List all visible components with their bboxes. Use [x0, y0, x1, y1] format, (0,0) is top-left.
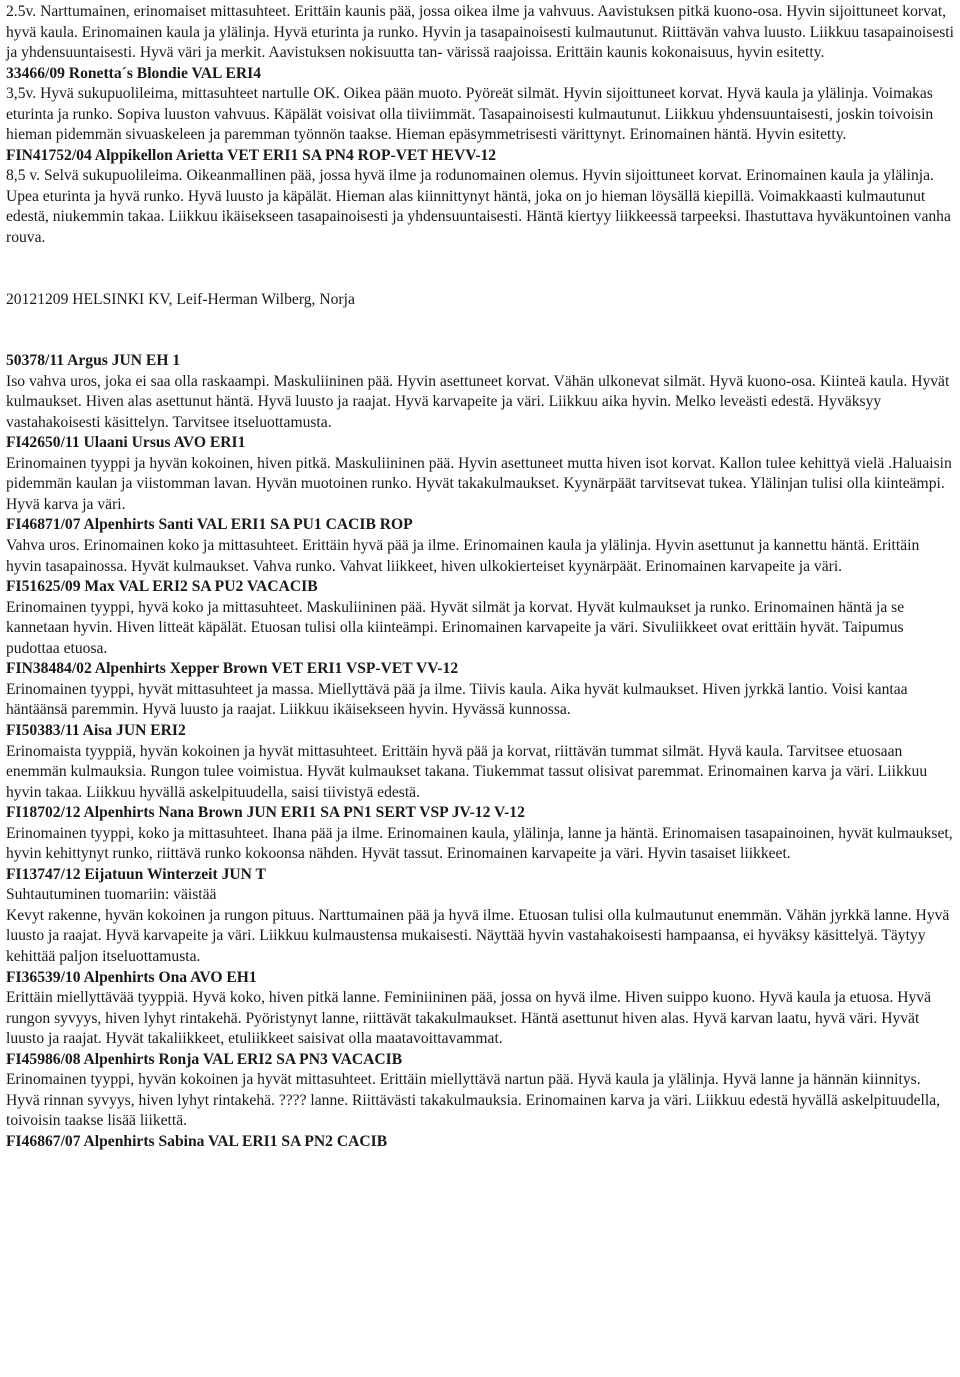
text-paragraph: Erinomainen tyyppi, hyvän kokoinen ja hyvät mittasuhteet. Erittäin miellyttävä nartun pää. Hyvä kaula ja ylälinja. Hyvä lanne ja hännän kiinnitys. Hyvä rinnan syvyys, hiven lyhyt rintakehä. ???? lanne. Riittävästi takakulmauksia. Erinomainen karva ja väri. Liikkuu edestä hyvällä askelpituudella, toivoisin taakse lisää liikettä.	[6, 1071, 941, 1130]
show-heading: 20121209 HELSINKI KV, Leif-Herman Wilberg, Norja	[6, 290, 355, 308]
dog-entry-heading: FI18702/12 Alpenhirts Nana Brown JUN ERI1 SA PN1 SERT VSP JV-12 V-12	[6, 804, 525, 822]
dog-entry-heading: FI50383/11 Aisa JUN ERI2	[6, 721, 186, 739]
blank-spacer	[6, 249, 954, 290]
dog-entry-heading: FI42650/11 Ulaani Ursus AVO ERI1	[6, 434, 246, 452]
text-paragraph: Erinomainen tyyppi, koko ja mittasuhteet. Ihana pää ja ilme. Erinomainen kaula, ylälinja, lanne ja häntä. Erinomaisen tasapainoinen, hyvät kulmaukset, hyvin kehittynyt runko, riittävä runko kokoonsa nähden. Hyvät tassut. Erinomainen karvapeite ja väri. Hyvin tasaiset liikkeet.	[6, 824, 953, 863]
text-paragraph: Erinomaista tyyppiä, hyvän kokoinen ja hyvät mittasuhteet. Erittäin hyvä pää ja korvat, riittävän tummat silmät. Hyvä kaula. Tarvitsee etuosaan enemmän kulmauksia. Rungon tulee voimistua. Hyvät kulmaukset takana. Tiukemmat tassut olisivat paremmat. Erinomainen karva ja väri. Liikkuu hyvin takaa. Liikkuu hyvällä askelpituudella, saisi tiivistyä edestä.	[6, 742, 928, 801]
dog-entry-heading: FI51625/09 Max VAL ERI2 SA PU2 VACACIB	[6, 578, 318, 596]
text-paragraph: Iso vahva uros, joka ei saa olla raskaampi. Maskuliininen pää. Hyvin asettuneet korvat. Vähän ulkonevat silmät. Hyvä kuono-osa. Kiinteä kaula. Hyvät kulmaukset. Hiven alas asettunut häntä. Hyvä luusto ja raajat. Hyvä karvapeite ja väri. Liikkuu aika hyvin. Melko leveästi edestä. Hyväksyy vastahakoisesti käsittelyn. Tarvitsee itseluottamusta.	[6, 372, 950, 431]
dog-entry-heading: FIN38484/02 Alpenhirts Xepper Brown VET ERI1 VSP-VET VV-12	[6, 660, 459, 678]
text-paragraph: Erinomainen tyyppi, hyvät mittasuhteet ja massa. Miellyttävä pää ja ilme. Tiivis kaula. Aika hyvät kulmaukset. Hiven jyrkkä lantio. Voisi kantaa häntäänsä paremmin. Hyvä luusto ja raajat. Liikkuu ikäisekseen hyvin. Hyvässä kunnossa.	[6, 680, 908, 719]
dog-entry-heading: FI46867/07 Alpenhirts Sabina VAL ERI1 SA PN2 CACIB	[6, 1132, 388, 1150]
dog-entry-heading: FI13747/12 Eijatuun Winterzeit JUN T	[6, 865, 266, 883]
blank-spacer	[6, 310, 954, 351]
text-paragraph: Erittäin miellyttävää tyyppiä. Hyvä koko, hiven pitkä lanne. Feminiininen pää, jossa on hyvä ilme. Hiven suippo kuono. Hyvä kaula ja etuosa. Hyvä rungon syvyys, hiven lyhyt rintakehä. Pyöristynyt lanne, riittävät takakulmaukset. Häntä asettunut hiven alas. Hyvä karvan laatu, hyvä väri. Hyvät luusto ja raajat. Hyvät takaliikkeet, etuliikkeet saisivat olla maatavoittavammat.	[6, 989, 932, 1048]
text-paragraph: Erinomainen tyyppi ja hyvän kokoinen, hiven pitkä. Maskuliininen pää. Hyvin asettuneet mutta hiven isot korvat. Kallon tulee kehittyä vielä .Haluaisin pidemmän kaulan ja viistomman lavan. Hyvän muotoinen runko. Hyvät takakulmaukset. Kyynärpäät tarvitsevat tukea. Ylälinjan tulisi olla kiinteämpi. Hyvä karva ja väri.	[6, 454, 952, 513]
dog-entry-heading: FI46871/07 Alpenhirts Santi VAL ERI1 SA PU1 CACIB ROP	[6, 516, 413, 534]
text-paragraph: 3,5v. Hyvä sukupuolileima, mittasuhteet nartulle OK. Oikea pään muoto. Pyöreät silmät. Hyvin sijoittuneet korvat. Hyvä kaula ja ylälinja. Voimakas eturinta ja runko. Sopiva luuston vahvuus. Käpälät voisivat olla tiiviimmät. Tasapainoisesti kulmautunut. Liikkuu yhdensuuntaisesti, joskin toivoisin hieman pidemmän sivuaskeleen ja paremman työnnön taakse. Hieman epäsymmetrisesti värittynyt. Erinomainen häntä. Hyvin esitetty.	[6, 85, 934, 144]
text-paragraph: Erinomainen tyyppi, hyvä koko ja mittasuhteet. Maskuliininen pää. Hyvät silmät ja korvat. Hyvät kulmaukset ja runko. Erinomainen häntä ja se kannetaan hyvin. Hiven litteät käpälät. Etuosan tulisi olla kiinteämpi. Erinomainen karvapeite ja väri. Sivuliikkeet ovat erittäin hyvät. Taipumus pudottaa etuosa.	[6, 598, 905, 657]
dog-entry-heading: FIN41752/04 Alppikellon Arietta VET ERI1 SA PN4 ROP-VET HEVV-12	[6, 146, 497, 164]
dog-entry-heading: FI36539/10 Alpenhirts Ona AVO EH1	[6, 968, 257, 986]
judge-attitude-line: Suhtautuminen tuomariin: väistää	[6, 886, 217, 904]
dog-entry-heading: 50378/11 Argus JUN EH 1	[6, 352, 181, 370]
text-paragraph: 8,5 v. Selvä sukupuolileima. Oikeanmallinen pää, jossa hyvä ilme ja rodunomainen olemus. Hyvin sijoittuneet korvat. Erinomainen kaula ja ylälinja. Upea eturinta ja hyvä runko. Hyvä luusto ja käpälät. Hieman alas kiinnittynyt häntä, joka on jo hieman löysällä kiepillä. Voimakkaasti kulmautunut edestä, niukemmin takaa. Liikkuu ikäisekseen tasapainoisesti ja yhdensuuntaisesti. Häntä kiertyy liikkeessä tarpeeksi. Ihastuttava hyväkuntoinen vanha rouva.	[6, 167, 951, 247]
text-paragraph: 2.5v. Narttumainen, erinomaiset mittasuhteet. Erittäin kaunis pää, jossa oikea ilme ja vahvuus. Aavistuksen pitkä kuono-osa. Hyvin sijoittuneet korvat, hyvä kaula. Erinomainen kaula ja ylälinja. Hyvä eturinta ja runko. Hyvin ja tasapainoisesti kulmautunut. Riittävän vahva luusto. Liikkuu tasapainoisesti ja yhdensuuntaisesti. Hyvä väri ja merkit. Aavistuksen nokisuutta tan- värissä raajoissa. Erittäin kaunis kokonaisuus, hyvin esitetty.	[6, 3, 954, 62]
dog-entry-heading: FI45986/08 Alpenhirts Ronja VAL ERI2 SA PN3 VACACIB	[6, 1050, 403, 1068]
text-paragraph: Kevyt rakenne, hyvän kokoinen ja rungon pituus. Narttumainen pää ja hyvä ilme. Etuosan tulisi olla kulmautunut enemmän. Vähän jyrkkä lanne. Hyvä luusto ja raajat. Hyvä karvapeite ja väri. Liikkuu kulmaustensa mukaisesti. Näyttää hyvin vastahakoisesti hampaansa, ei hyväksy käsittelyä. Täytyy kehittää paljon itseluottamusta.	[6, 906, 950, 965]
dog-entry-heading: 33466/09 Ronetta´s Blondie VAL ERI4	[6, 64, 262, 82]
text-paragraph: Vahva uros. Erinomainen koko ja mittasuhteet. Erittäin hyvä pää ja ilme. Erinomainen kaula ja ylälinja. Hyvin asettunut ja kannettu häntä. Erittäin hyvin tasapainossa. Hyvät kulmaukset. Vahva runko. Vahvat liikkeet, hiven ulkokierteiset kyynärpäät. Erinomainen karvapeite ja väri.	[6, 537, 920, 575]
